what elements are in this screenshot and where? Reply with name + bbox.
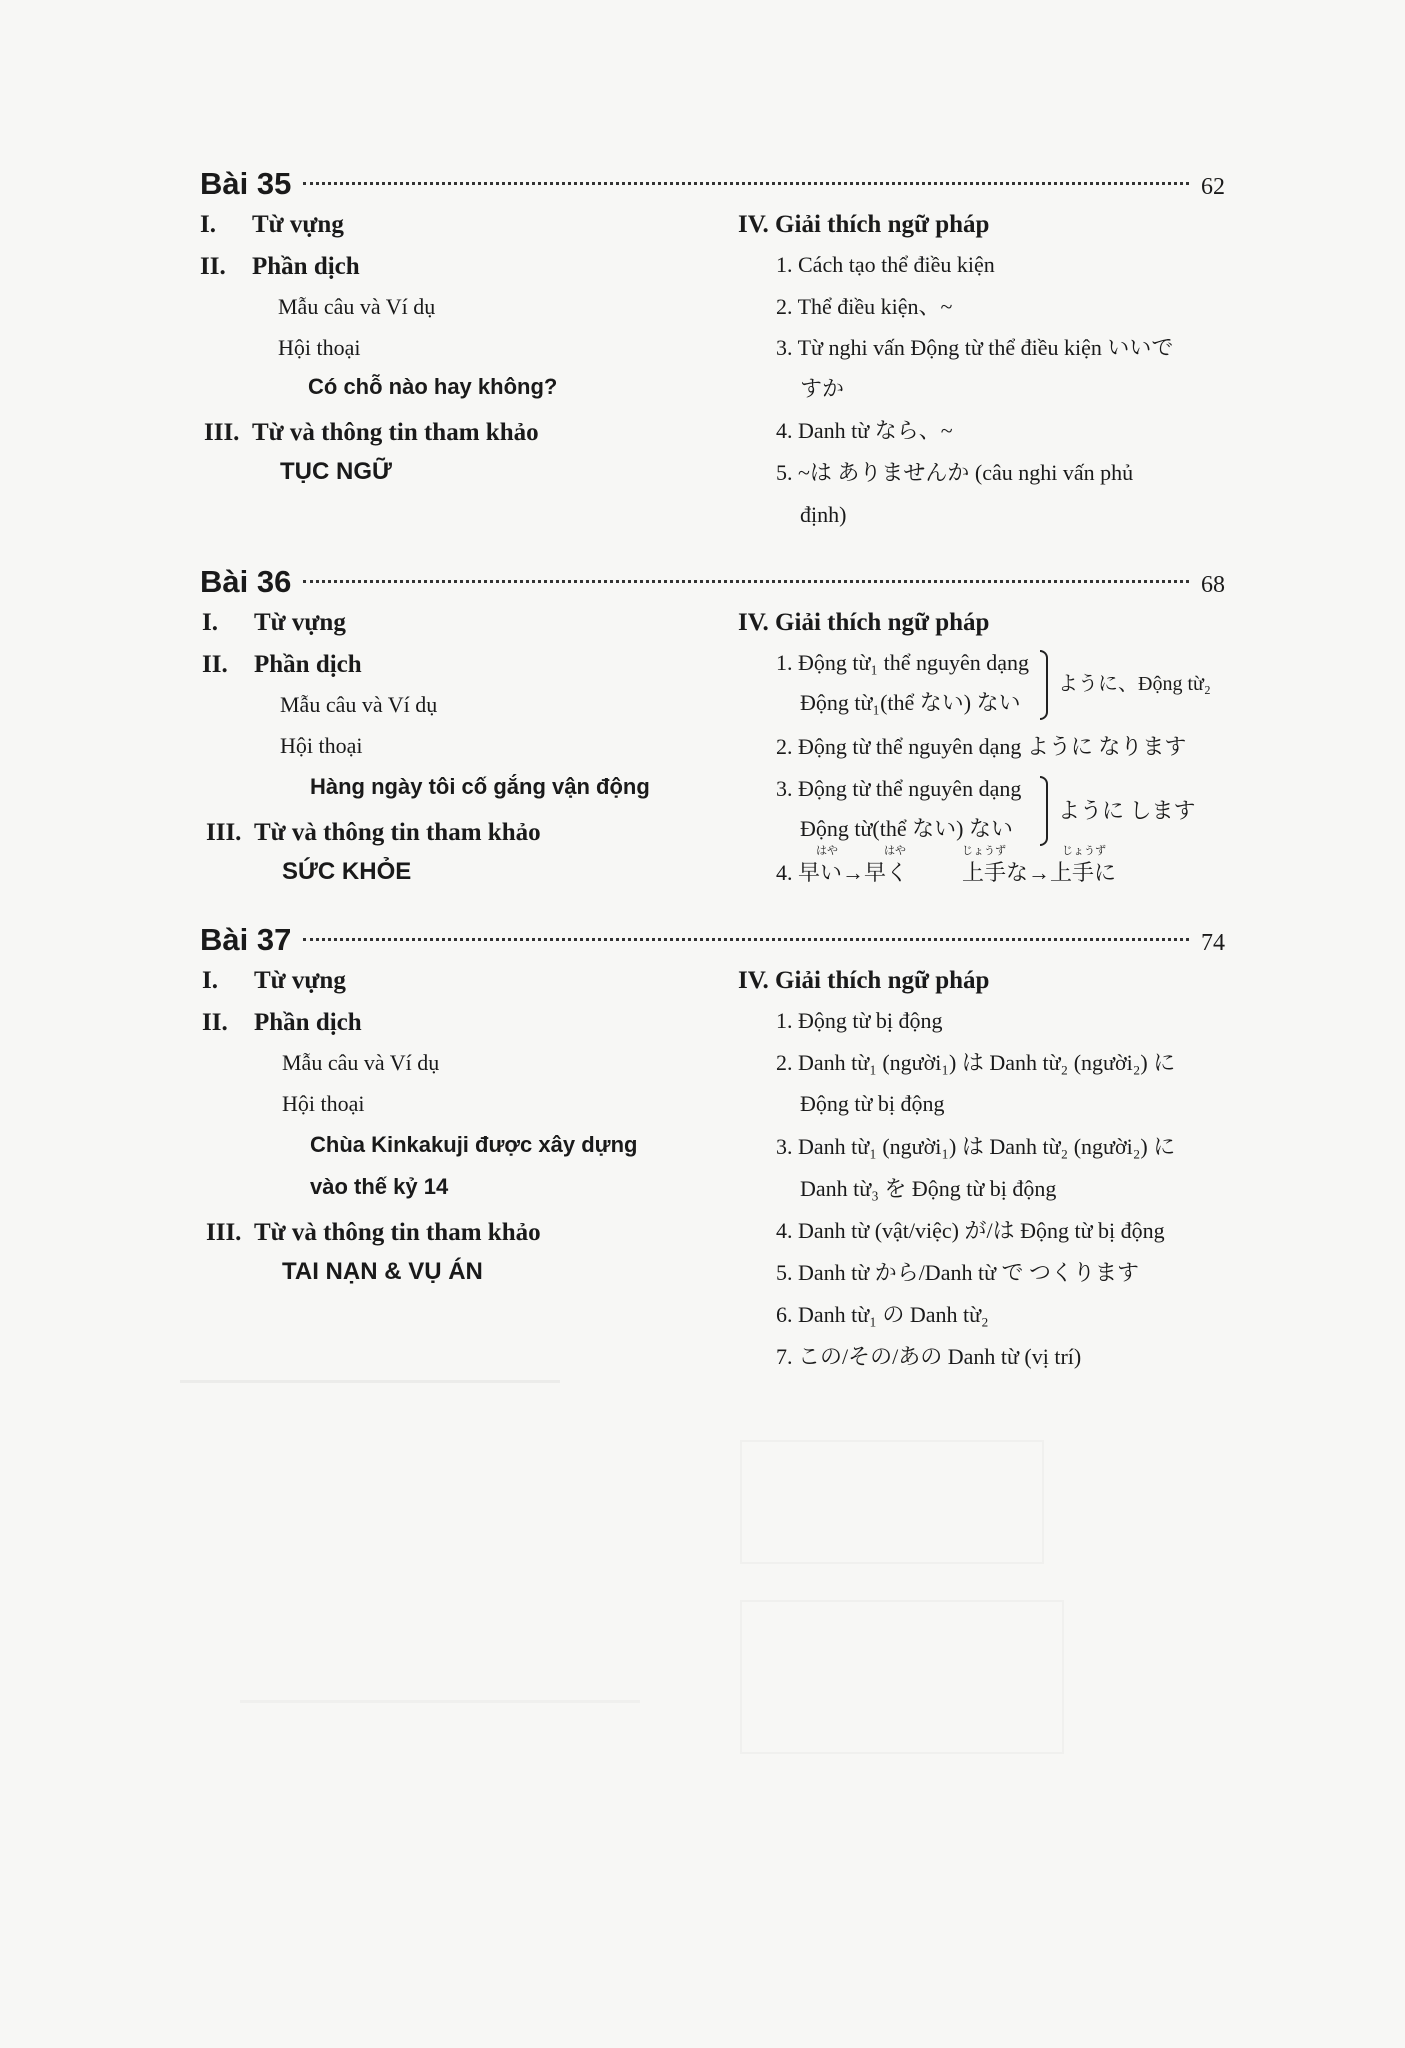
grammar-item: 3. Động từ thể nguyên dạng — [776, 776, 1022, 801]
grammar-heading: IV. Giải thích ngữ pháp — [738, 967, 990, 994]
grammar-item: 2. Thể điều kiện、~ — [776, 294, 953, 319]
grammar-item-cont: định) — [800, 502, 847, 527]
furigana: じょうず — [962, 845, 1006, 857]
section-vocab: I. Từ vựng — [200, 211, 344, 238]
grammar-brace-result: ように します — [1058, 798, 1196, 823]
brace — [1040, 776, 1048, 846]
page-number: 62 — [1201, 174, 1225, 200]
furigana: はや — [816, 845, 838, 857]
section-reference: III. Từ và thông tin tham khảo — [206, 1219, 541, 1246]
dialogue-item: Hội thoại — [282, 1091, 365, 1116]
grammar-item-cont: すか — [800, 376, 845, 401]
grammar-item: 5. ~は ありませんか (câu nghi vấn phủ — [776, 460, 1134, 485]
grammar-heading: IV. Giải thích ngữ pháp — [738, 211, 990, 238]
furigana: じょうず — [1062, 845, 1106, 857]
brace — [1040, 650, 1048, 720]
dialogue-item: Hội thoại — [278, 335, 361, 360]
grammar-item: 1. Cách tạo thể điều kiện — [776, 252, 995, 277]
lesson-title: Bài 36 — [200, 564, 292, 599]
grammar-brace-result: ように、Động từ₂ — [1058, 673, 1211, 695]
sentences-item: Mẫu câu và Ví dụ — [282, 1050, 440, 1075]
dialogue-title: vào thế kỷ 14 — [310, 1174, 449, 1199]
reference-topic: SỨC KHỎE — [282, 858, 412, 885]
page-number: 68 — [1201, 572, 1225, 598]
sentences-item: Mẫu câu và Ví dụ — [278, 294, 436, 319]
dialogue-title: Có chỗ nào hay không? — [308, 374, 558, 399]
grammar-item: 4. Danh từ (vật/việc) が/は Động từ bị động — [776, 1218, 1165, 1243]
grammar-item-cont: Danh từ₃ を Động từ bị động — [800, 1176, 1057, 1201]
grammar-item: 2. Động từ thể nguyên dạng ように なります — [776, 734, 1187, 759]
lesson-header — [200, 166, 1225, 206]
dialogue-title: Chùa Kinkakuji được xây dựng — [310, 1132, 638, 1157]
section-translation: II. Phần dịch — [202, 1009, 362, 1036]
lesson-header — [200, 922, 1225, 962]
grammar-heading: IV. Giải thích ngữ pháp — [738, 609, 990, 636]
grammar-item: 3. Từ nghi vấn Động từ thể điều kiện いいで — [776, 335, 1174, 360]
grammar-item: 6. Danh từ₁ の Danh từ₂ — [776, 1302, 989, 1327]
lesson-header — [200, 564, 1225, 604]
lesson-title: Bài 37 — [200, 922, 292, 957]
grammar-item-cont: Động từ bị động — [800, 1091, 945, 1116]
grammar-item: 4. 早い→早く — [776, 860, 909, 885]
dialogue-item: Hội thoại — [280, 733, 363, 758]
section-translation: II. Phần dịch — [200, 253, 360, 280]
lesson-title: Bài 35 — [200, 166, 292, 201]
sentences-item: Mẫu câu và Ví dụ — [280, 692, 438, 717]
page-number: 74 — [1201, 930, 1225, 956]
furigana: はや — [884, 845, 906, 857]
reference-topic: TAI NẠN & VỤ ÁN — [282, 1258, 483, 1285]
grammar-item-cont: Động từ(thể ない) ない — [800, 816, 1013, 841]
section-translation: II. Phần dịch — [202, 651, 362, 678]
grammar-item: 4. Danh từ なら、~ — [776, 418, 953, 443]
grammar-item: 1. Động từ bị động — [776, 1008, 943, 1033]
section-vocab: I. Từ vựng — [202, 967, 346, 994]
section-reference: III. Từ và thông tin tham khảo — [206, 819, 541, 846]
leader-dots — [303, 938, 1189, 941]
grammar-item: 上手な→上手に — [962, 860, 1117, 885]
grammar-item: 1. Động từ₁ thể nguyên dạng — [776, 650, 1029, 675]
grammar-item: 7. この/その/あの Danh từ (vị trí) — [776, 1344, 1082, 1369]
reference-topic: TỤC NGỮ — [280, 458, 392, 485]
grammar-item: 2. Danh từ₁ (người₁) は Danh từ₂ (người₂) に — [776, 1050, 1176, 1075]
leader-dots — [303, 580, 1189, 583]
section-vocab: I. Từ vựng — [202, 609, 346, 636]
dialogue-title: Hàng ngày tôi cố gắng vận động — [310, 774, 650, 799]
leader-dots — [303, 182, 1189, 185]
grammar-item: 5. Danh từ から/Danh từ で つくります — [776, 1260, 1139, 1285]
grammar-item: 3. Danh từ₁ (người₁) は Danh từ₂ (người₂) に — [776, 1134, 1176, 1159]
grammar-item-cont: Động từ₁(thể ない) ない — [800, 690, 1021, 715]
section-reference: III. Từ và thông tin tham khảo — [204, 419, 539, 446]
show-through-texture — [180, 1380, 1180, 1800]
